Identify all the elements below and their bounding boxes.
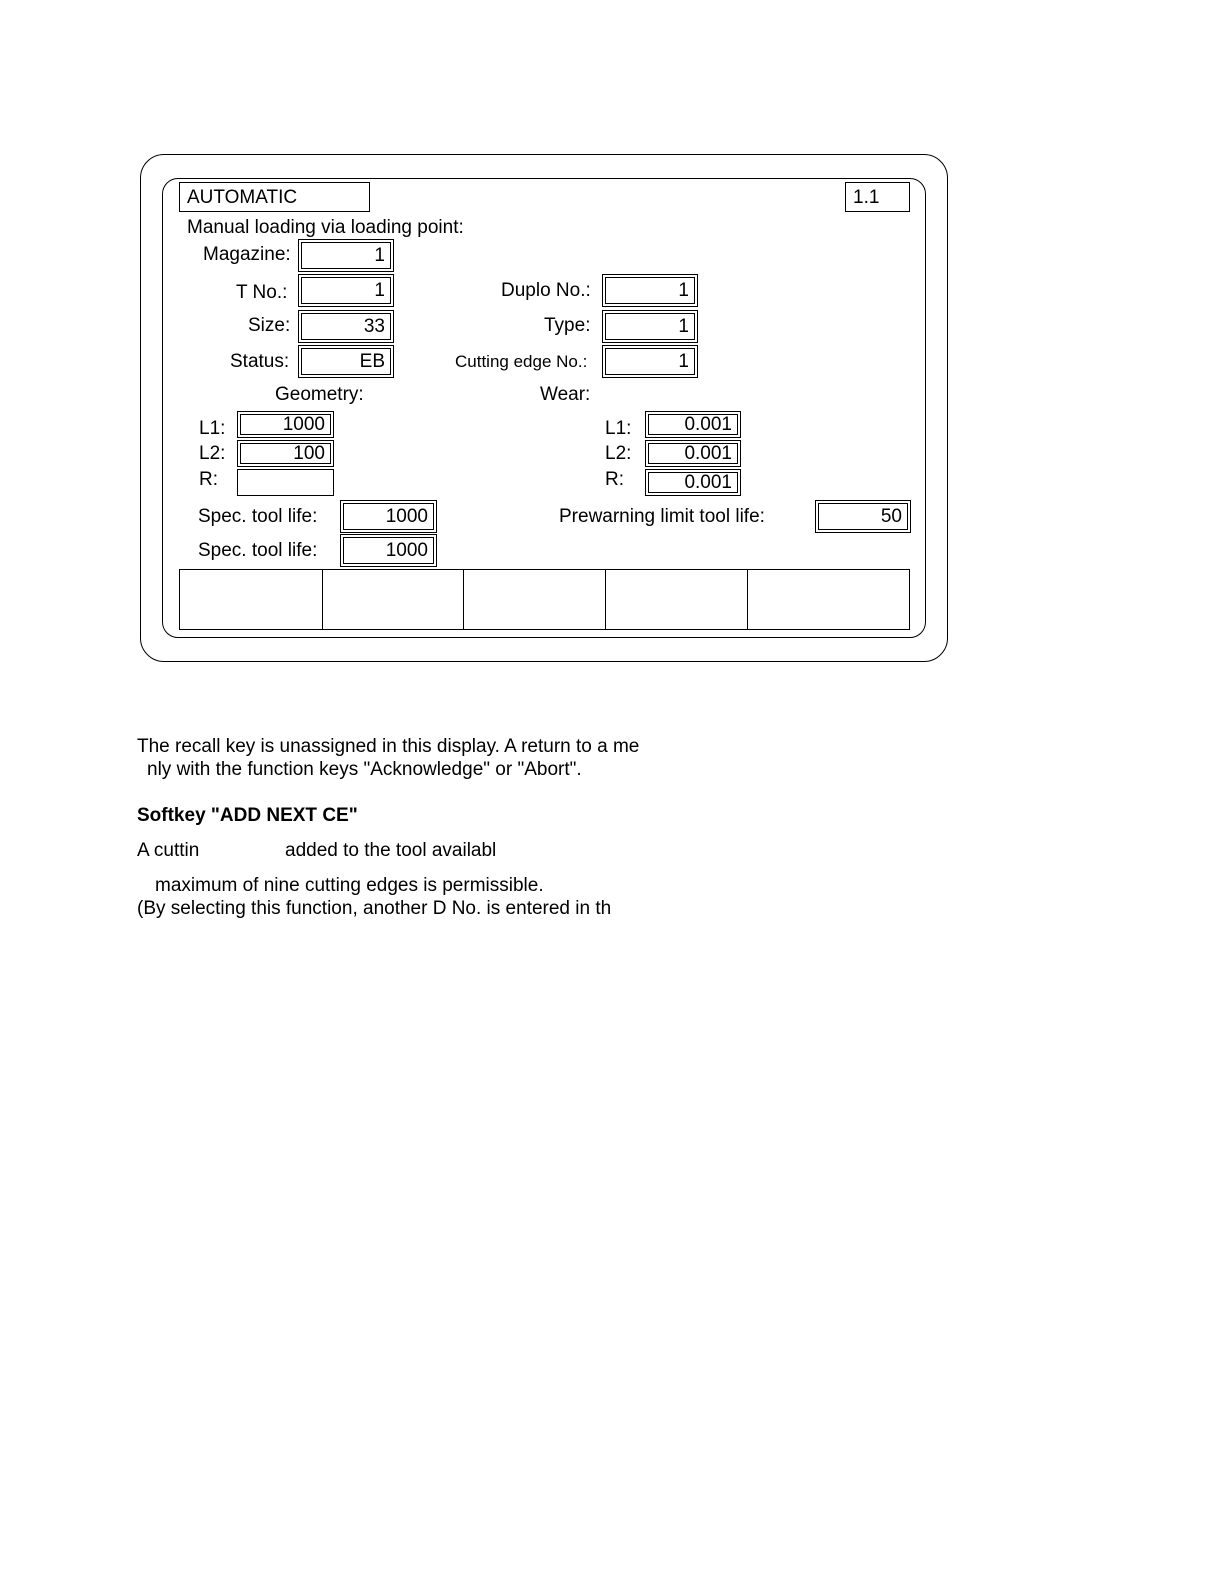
- wear-l2-label: L2:: [605, 443, 632, 464]
- size-label: Size:: [248, 315, 291, 336]
- para2-part1: A cuttin: [137, 840, 200, 861]
- spec-tool-life-label-2: Spec. tool life:: [198, 540, 318, 561]
- wear-l2-field[interactable]: 0.001: [645, 440, 741, 467]
- softkey-4[interactable]: [606, 570, 748, 629]
- softkey-bar: [179, 569, 910, 630]
- cutting-edge-no-field[interactable]: 1: [602, 345, 698, 378]
- wear-r-label: R:: [605, 469, 624, 490]
- geometry-r-field[interactable]: [237, 469, 334, 496]
- spec-tool-life-field-1[interactable]: 1000: [340, 500, 437, 533]
- geometry-l1-label: L1:: [199, 418, 226, 439]
- geometry-title: Geometry:: [275, 384, 364, 405]
- geometry-r-label: R:: [199, 469, 218, 490]
- type-label: Type:: [544, 315, 591, 336]
- softkey-2[interactable]: [323, 570, 464, 629]
- spec-tool-life-field-2[interactable]: 1000: [340, 534, 437, 567]
- geometry-l2-label: L2:: [199, 443, 226, 464]
- magazine-label: Magazine:: [203, 244, 291, 265]
- duplo-no-field[interactable]: 1: [602, 274, 698, 307]
- duplo-no-label: Duplo No.:: [501, 280, 591, 301]
- magazine-field[interactable]: 1: [298, 239, 394, 272]
- size-field[interactable]: 33: [298, 310, 394, 343]
- geometry-l1-field[interactable]: 1000: [237, 411, 334, 438]
- cutting-edge-no-label: Cutting edge No.:: [455, 352, 588, 371]
- wear-title: Wear:: [540, 384, 591, 405]
- para1-line1: The recall key is unassigned in this display. A return to a me: [137, 736, 640, 757]
- para2-part2: added to the tool availabl: [285, 840, 497, 861]
- wear-l1-label: L1:: [605, 418, 632, 439]
- t-no-label: T No.:: [236, 282, 288, 303]
- wear-l1-field[interactable]: 0.001: [645, 411, 741, 438]
- para3-line1: maximum of nine cutting edges is permissible.: [155, 875, 544, 896]
- para3-line2: (By selecting this function, another D No. is entered in th: [137, 898, 612, 919]
- softkey-3[interactable]: [464, 570, 606, 629]
- softkey-5[interactable]: [748, 570, 909, 629]
- geometry-l2-field[interactable]: 100: [237, 440, 334, 467]
- softkey-1[interactable]: [180, 570, 323, 629]
- prewarning-limit-label: Prewarning limit tool life:: [559, 506, 765, 527]
- wear-r-field[interactable]: 0.001: [645, 469, 741, 496]
- para1-line2: nly with the function keys "Acknowledge" or "Abort".: [147, 759, 582, 780]
- t-no-field[interactable]: 1: [298, 274, 394, 307]
- prewarning-limit-field[interactable]: 50: [815, 500, 911, 533]
- spec-tool-life-label-1: Spec. tool life:: [198, 506, 318, 527]
- softkey-heading: Softkey "ADD NEXT CE": [137, 805, 358, 826]
- mode-indicator: AUTOMATIC: [179, 182, 370, 212]
- status-label: Status:: [230, 351, 290, 372]
- screen-heading: Manual loading via loading point:: [187, 217, 464, 238]
- page-id: 1.1: [845, 182, 910, 212]
- status-field[interactable]: EB: [298, 345, 394, 378]
- type-field[interactable]: 1: [602, 310, 698, 343]
